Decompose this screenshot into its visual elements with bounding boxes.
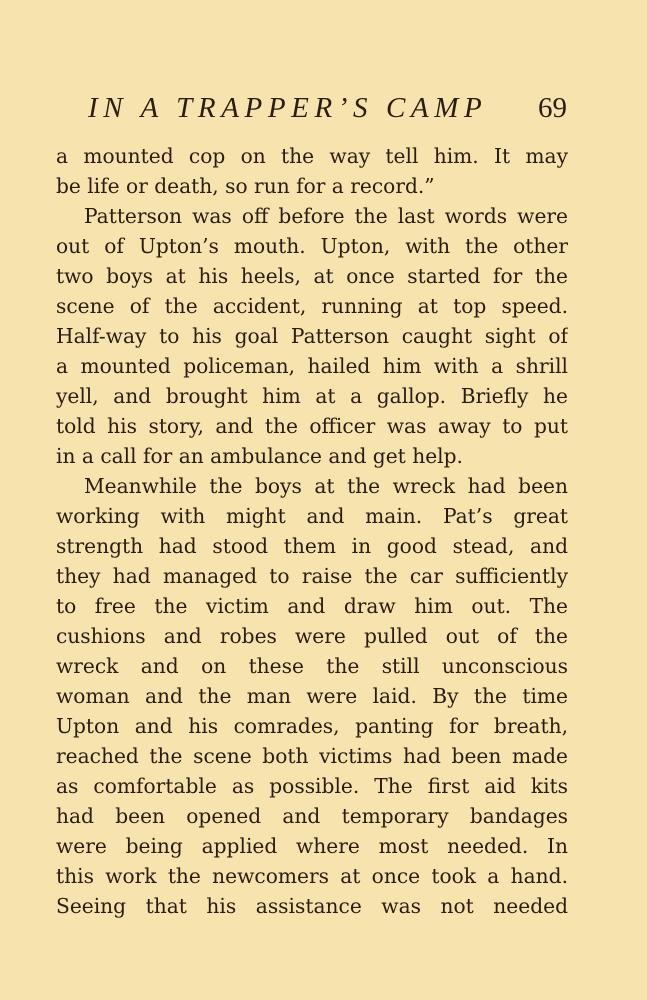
text-line: out of Upton’s mouth. Upton, with the other xyxy=(56,234,568,258)
text-line: were being applied where most needed. In xyxy=(56,834,568,858)
page-number: 69 xyxy=(538,92,567,124)
text-line: told his story, and the officer was away to put xyxy=(56,414,568,438)
text-line: strength had stood them in good stead, and xyxy=(56,534,568,558)
text-line: yell, and brought him at a gallop. Briefly he xyxy=(56,384,568,408)
text-line: woman and the man were laid. By the time xyxy=(56,684,568,708)
text-line: Patterson was off before the last words were xyxy=(84,204,568,228)
text-line: in a call for an ambulance and get help. xyxy=(56,444,463,468)
text-line: Half-way to his goal Patterson caught sight of xyxy=(56,324,568,348)
text-line: they had managed to raise the car sufficiently xyxy=(56,564,568,588)
text-line: be life or death, so run for a record.” xyxy=(56,174,435,198)
text-line: working with might and main. Pat’s great xyxy=(56,504,568,528)
text-line: had been opened and temporary bandages xyxy=(56,804,568,828)
text-line: as comfortable as possible. The first aid kits xyxy=(56,774,568,798)
text-line: a mounted policeman, hailed him with a shrill xyxy=(56,354,568,378)
text-line: scene of the accident, running at top speed. xyxy=(56,294,568,318)
text-line: Meanwhile the boys at the wreck had been xyxy=(84,474,568,498)
running-head xyxy=(88,92,567,132)
text-line: Seeing that his assistance was not needed xyxy=(56,894,568,918)
body-text xyxy=(56,141,568,921)
text-line: wreck and on these the still unconscious xyxy=(56,654,568,678)
text-line: this work the newcomers at once took a hand. xyxy=(56,864,568,888)
text-line: to free the victim and draw him out. The xyxy=(56,594,568,618)
text-line: two boys at his heels, at once started for the xyxy=(56,264,568,288)
text-line: reached the scene both victims had been made xyxy=(56,744,568,768)
text-line: Upton and his comrades, panting for breath, xyxy=(56,714,568,738)
text-line: a mounted cop on the way tell him. It may xyxy=(56,144,568,168)
running-title: IN A TRAPPER’S CAMP xyxy=(88,92,488,124)
text-line: cushions and robes were pulled out of the xyxy=(56,624,568,648)
